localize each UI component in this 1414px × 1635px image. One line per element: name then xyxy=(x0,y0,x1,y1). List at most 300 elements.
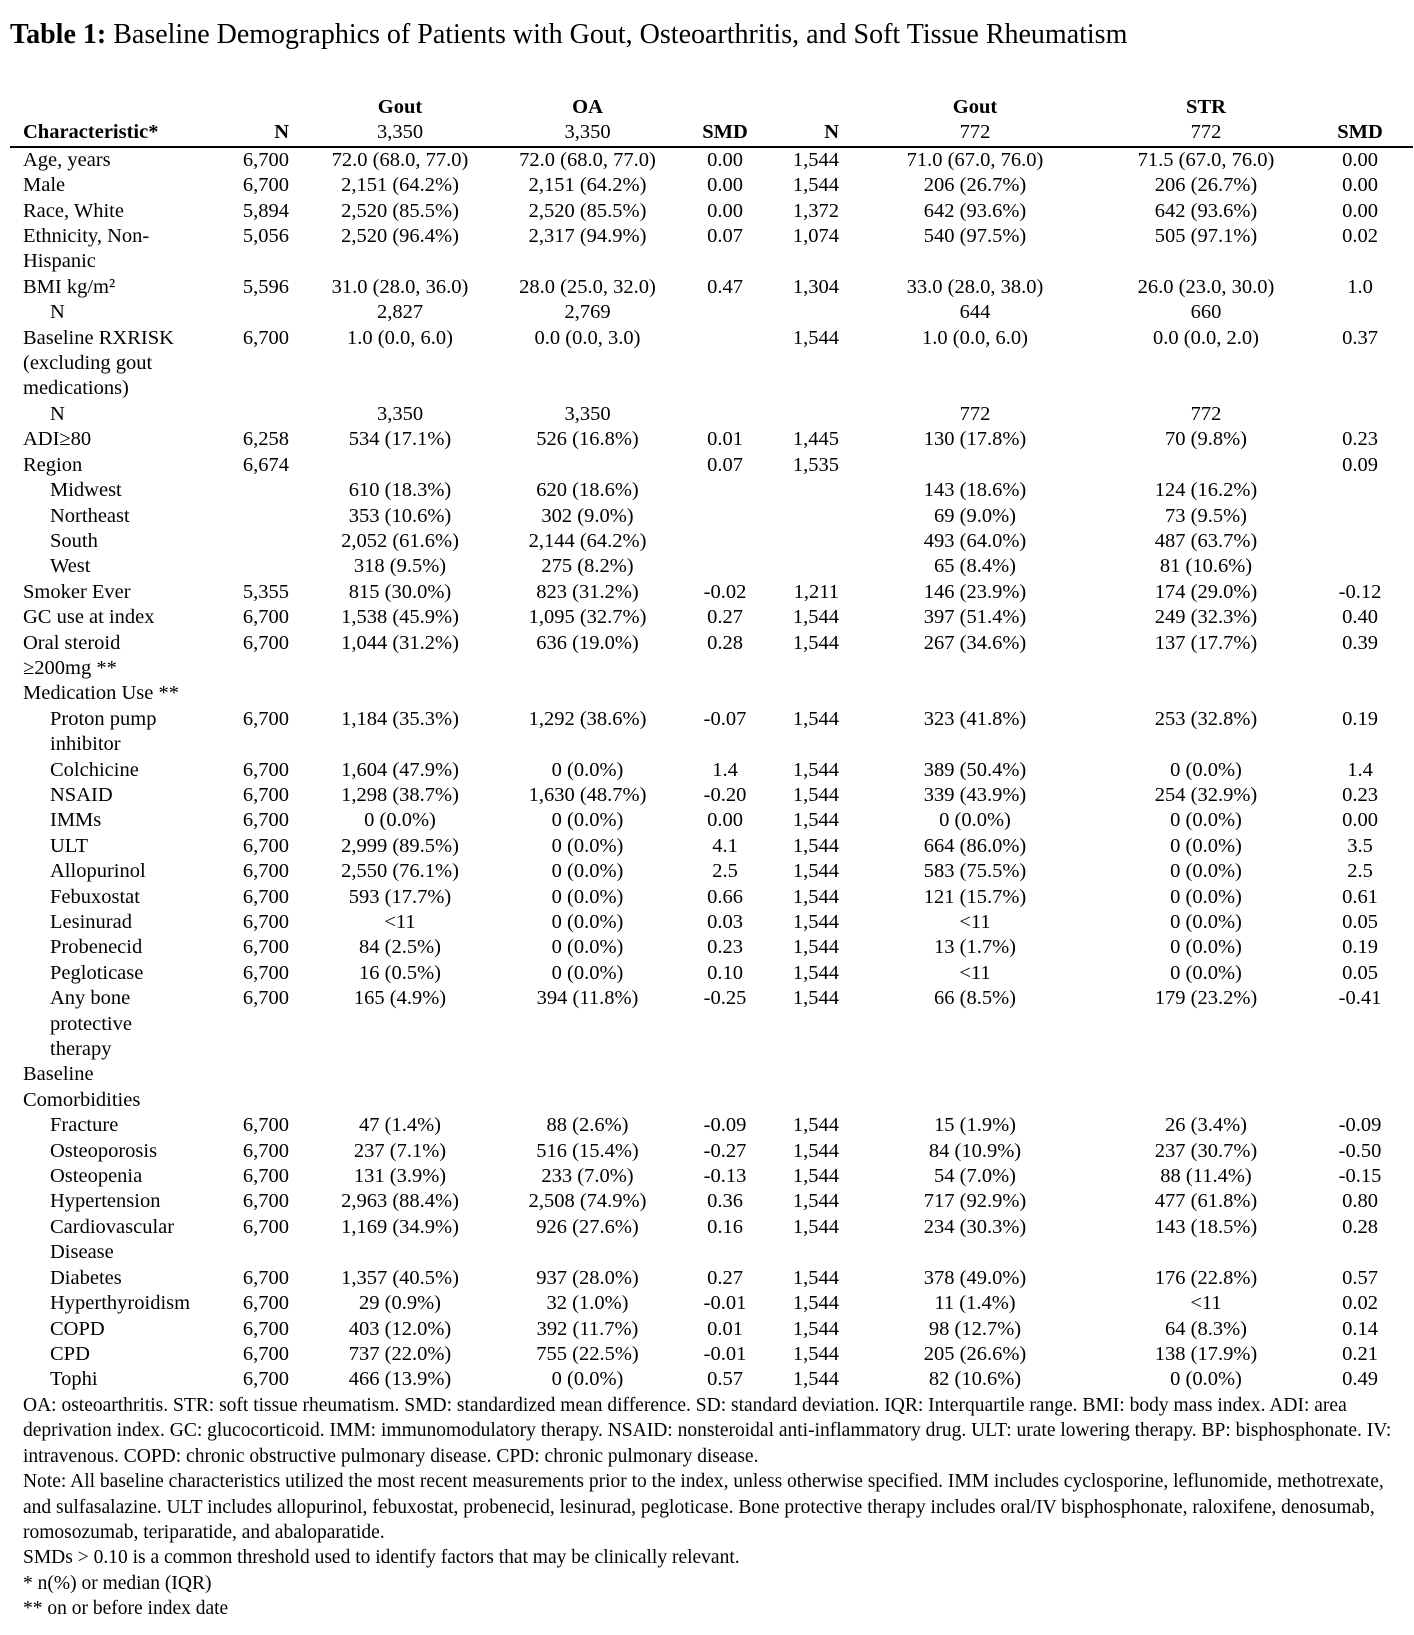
cell-str: 88 (11.4%) xyxy=(1160,1165,1252,1188)
cell-str: 137 (17.7%) xyxy=(1154,631,1258,654)
cell-n: 1,544 xyxy=(792,1317,839,1340)
cell-gout-oa: 593 (17.7%) xyxy=(348,885,452,908)
cell-gout-str: 33.0 (28.0, 38.0) xyxy=(906,275,1044,298)
cell-n: 1,544 xyxy=(792,834,839,857)
table-row xyxy=(10,224,1413,275)
cell-gout-str: 206 (26.7%) xyxy=(923,174,1027,197)
cell-gout-oa: 131 (3.9%) xyxy=(353,1165,447,1188)
cell-smd: 0.00 xyxy=(1342,809,1378,832)
cell-str: 0 (0.0%) xyxy=(1170,1368,1242,1391)
cell-characteristic: Colchicine xyxy=(50,758,139,781)
cell-oa: 392 (11.7%) xyxy=(536,1317,639,1340)
cell-oa: 0 (0.0%) xyxy=(551,885,624,908)
group-header-smd xyxy=(1307,95,1413,120)
cell-smd: 0.28 xyxy=(1342,1215,1378,1238)
cell-n: 1,544 xyxy=(792,148,839,171)
cell-gout-str: 267 (34.6%) xyxy=(923,631,1027,654)
cell-n xyxy=(235,402,295,427)
cell-gout-str: 717 (92.9%) xyxy=(923,1190,1027,1213)
cell-gout-oa: 403 (12.0%) xyxy=(348,1317,452,1340)
cell-characteristic: Osteoporosis xyxy=(50,1139,158,1162)
cell-smd: 1.4 xyxy=(712,758,738,781)
cell-n: 6,700 xyxy=(242,834,289,857)
cell-str: <11 xyxy=(1190,1292,1222,1315)
table-row xyxy=(10,935,1413,960)
cell-smd xyxy=(1307,300,1413,325)
cell-gout-str: 664 (86.0%) xyxy=(923,834,1027,857)
table-row xyxy=(10,300,1413,325)
cell-oa: 0 (0.0%) xyxy=(551,809,624,832)
cell-n: 6,700 xyxy=(242,1114,289,1137)
cell-smd xyxy=(1307,529,1413,554)
cell-smd: -0.01 xyxy=(703,1292,747,1315)
cell-oa: 2,317 (94.9%) xyxy=(528,225,647,248)
cell-characteristic: Probenecid xyxy=(50,936,143,959)
cell-gout-str: 583 (75.5%) xyxy=(923,860,1027,883)
table-row xyxy=(10,783,1413,808)
cell-n: 1,544 xyxy=(792,758,839,781)
cell-gout-str: 540 (97.5%) xyxy=(923,225,1027,248)
cell-smd: 0.14 xyxy=(1342,1317,1378,1340)
cell-characteristic: Lesinurad xyxy=(50,911,132,933)
cell-gout-oa: 84 (2.5%) xyxy=(359,936,441,959)
cell-oa: 72.0 (68.0, 77.0) xyxy=(519,148,656,171)
cell-smd xyxy=(670,554,780,579)
cell-characteristic: Allopurinol xyxy=(50,860,146,883)
cell-n xyxy=(780,1062,845,1113)
cell-str: 71.5 (67.0, 76.0) xyxy=(1137,148,1275,171)
cell-characteristic: Baseline RXRISK (excluding gout medications) xyxy=(23,326,174,400)
cell-gout-oa: 1,538 (45.9%) xyxy=(341,606,459,629)
cell-oa: 233 (7.0%) xyxy=(541,1165,634,1188)
cell-oa: 2,151 (64.2%) xyxy=(528,174,647,197)
table-row xyxy=(10,631,1413,682)
group-header-n xyxy=(235,95,295,120)
cell-n xyxy=(235,1062,295,1113)
cell-smd: 0.36 xyxy=(707,1190,743,1213)
cell-str: 0 (0.0%) xyxy=(1170,936,1242,959)
cell-characteristic: COPD xyxy=(50,1317,105,1340)
cell-characteristic: CPD xyxy=(50,1342,90,1365)
cell-smd xyxy=(1307,504,1413,529)
column-header-oa: 3,350 xyxy=(505,120,670,146)
group-header-n xyxy=(780,95,845,120)
cell-oa: 926 (27.6%) xyxy=(536,1215,639,1238)
cell-str: 0 (0.0%) xyxy=(1170,961,1242,984)
cell-gout-oa: 3,350 xyxy=(376,402,424,425)
cell-n: 6,700 xyxy=(242,1368,289,1391)
cell-smd: 1.0 xyxy=(1347,275,1373,298)
cell-n xyxy=(235,554,295,579)
cell-gout-str xyxy=(845,1062,1105,1113)
cell-gout-oa: 815 (30.0%) xyxy=(348,580,452,603)
cell-gout-str: 378 (49.0%) xyxy=(923,1266,1027,1289)
cell-gout-oa: 165 (4.9%) xyxy=(353,987,447,1010)
table-row xyxy=(10,961,1413,986)
cell-n xyxy=(780,402,845,427)
cell-smd: -0.25 xyxy=(703,987,747,1010)
cell-characteristic: IMMs xyxy=(50,809,102,832)
cell-gout-oa: 2,963 (88.4%) xyxy=(341,1190,459,1213)
cell-gout-str: 84 (10.9%) xyxy=(928,1139,1022,1162)
cell-n: 1,544 xyxy=(792,1139,839,1162)
cell-oa: 0 (0.0%) xyxy=(551,758,624,781)
cell-oa: 755 (22.5%) xyxy=(536,1342,639,1365)
cell-smd: 0.23 xyxy=(1342,783,1378,806)
cell-oa: 2,520 (85.5%) xyxy=(528,199,647,222)
table-row xyxy=(10,1367,1413,1392)
cell-n: 6,700 xyxy=(242,987,289,1010)
cell-n: 1,544 xyxy=(792,885,839,908)
group-header-str: STR xyxy=(1186,96,1226,118)
cell-characteristic: BMI kg/m² xyxy=(23,275,116,298)
cell-n: 6,700 xyxy=(242,148,289,171)
table-row xyxy=(10,478,1413,503)
cell-characteristic: Hypertension xyxy=(50,1190,161,1213)
cell-oa: 0 (0.0%) xyxy=(551,1368,624,1391)
table-row xyxy=(10,885,1413,910)
cell-gout-str: 772 xyxy=(959,402,991,425)
cell-n: 1,544 xyxy=(792,606,839,629)
table-row xyxy=(10,986,1413,1062)
cell-smd: 2.5 xyxy=(1347,860,1373,883)
cell-gout-oa: 1,184 (35.3%) xyxy=(341,707,459,730)
table-row xyxy=(10,1317,1413,1342)
cell-oa: 2,508 (74.9%) xyxy=(528,1190,647,1213)
cell-str: 0 (0.0%) xyxy=(1170,758,1242,781)
cell-smd: 0.49 xyxy=(1342,1368,1378,1391)
table-row xyxy=(10,1266,1413,1291)
cell-n: 5,355 xyxy=(242,580,289,603)
cell-gout-str: 389 (50.4%) xyxy=(923,758,1027,781)
cell-str: 124 (16.2%) xyxy=(1154,479,1258,502)
cell-oa: 1,095 (32.7%) xyxy=(528,606,647,629)
cell-gout-oa: 1,044 (31.2%) xyxy=(341,631,459,654)
cell-smd: 0.09 xyxy=(1342,453,1378,476)
cell-gout-oa: <11 xyxy=(384,911,416,933)
cell-oa xyxy=(505,453,670,478)
cell-smd: 0.01 xyxy=(707,1317,743,1340)
cell-n: 1,544 xyxy=(792,326,839,349)
cell-oa: 937 (28.0%) xyxy=(536,1266,639,1289)
cell-characteristic: NSAID xyxy=(50,783,113,806)
group-header-gout-oa: Gout xyxy=(377,96,423,118)
table-row xyxy=(10,859,1413,884)
cell-smd: -0.15 xyxy=(1338,1165,1382,1188)
cell-str: 70 (9.8%) xyxy=(1165,428,1247,451)
cell-oa xyxy=(505,681,670,706)
cell-str xyxy=(1105,681,1307,706)
cell-gout-oa: 2,151 (64.2%) xyxy=(341,174,459,197)
cell-gout-oa: 237 (7.1%) xyxy=(353,1139,447,1162)
cell-gout-str: <11 xyxy=(959,961,991,984)
cell-str: 26 (3.4%) xyxy=(1165,1114,1247,1137)
cell-characteristic: GC use at index xyxy=(23,606,155,629)
cell-gout-oa: 2,052 (61.6%) xyxy=(341,529,459,552)
cell-oa: 1,630 (48.7%) xyxy=(528,783,647,806)
cell-smd xyxy=(1307,478,1413,503)
cell-n: 6,700 xyxy=(242,783,289,806)
cell-smd: 0.61 xyxy=(1342,885,1378,908)
cell-gout-oa: 2,999 (89.5%) xyxy=(341,834,459,857)
table-row xyxy=(10,326,1413,402)
table-row xyxy=(10,275,1413,300)
cell-n: 1,544 xyxy=(792,809,839,832)
cell-smd xyxy=(1307,681,1413,706)
demographics-table xyxy=(10,95,1413,1393)
table-row xyxy=(10,529,1413,554)
table-row xyxy=(10,1062,1413,1113)
table-row xyxy=(10,199,1413,224)
cell-smd: 0.21 xyxy=(1342,1342,1378,1365)
cell-smd: 0.23 xyxy=(707,936,743,959)
cell-smd: -0.09 xyxy=(703,1114,747,1137)
cell-smd: 0.40 xyxy=(1342,606,1378,629)
cell-str: 249 (32.3%) xyxy=(1154,606,1258,629)
cell-n xyxy=(235,504,295,529)
cell-smd xyxy=(1307,554,1413,579)
table-row xyxy=(10,504,1413,529)
cell-smd: 0.80 xyxy=(1342,1190,1378,1213)
cell-n: 1,544 xyxy=(792,783,839,806)
cell-smd: -0.07 xyxy=(703,707,747,730)
cell-gout-str: 644 xyxy=(959,301,991,324)
cell-smd: 0.19 xyxy=(1342,707,1378,730)
cell-n xyxy=(235,529,295,554)
cell-str: 660 xyxy=(1190,301,1222,324)
cell-smd: -0.27 xyxy=(703,1139,747,1162)
table-row xyxy=(10,910,1413,935)
cell-smd xyxy=(670,478,780,503)
cell-oa: 516 (15.4%) xyxy=(536,1139,639,1162)
cell-str xyxy=(1105,1062,1307,1113)
cell-n: 1,544 xyxy=(792,987,839,1010)
cell-oa: 0.0 (0.0, 3.0) xyxy=(534,326,641,349)
table-row xyxy=(10,402,1413,427)
cell-str: 0.0 (0.0, 2.0) xyxy=(1153,326,1259,349)
table-row xyxy=(10,707,1413,758)
cell-gout-oa: 318 (9.5%) xyxy=(353,555,447,578)
cell-gout-str: 143 (18.6%) xyxy=(923,479,1027,502)
cell-characteristic: Race, White xyxy=(23,199,124,222)
cell-oa: 0 (0.0%) xyxy=(551,936,624,959)
cell-smd: -0.01 xyxy=(703,1342,747,1365)
cell-characteristic: Northeast xyxy=(50,504,130,527)
cell-smd xyxy=(670,402,780,427)
cell-n: 1,544 xyxy=(792,174,839,197)
cell-str: 505 (97.1%) xyxy=(1154,225,1258,248)
cell-gout-oa: 2,520 (85.5%) xyxy=(341,199,459,222)
cell-str: 143 (18.5%) xyxy=(1154,1215,1258,1238)
cell-gout-str: <11 xyxy=(959,911,991,933)
group-header-row xyxy=(10,95,1413,120)
cell-smd: 0.00 xyxy=(1342,148,1378,171)
cell-gout-oa: 1,604 (47.9%) xyxy=(341,758,459,781)
cell-str: 487 (63.7%) xyxy=(1154,529,1258,552)
cell-n: 6,700 xyxy=(242,707,289,730)
cell-n: 6,700 xyxy=(242,1215,289,1238)
cell-oa: 526 (16.8%) xyxy=(536,428,639,451)
cell-characteristic: Medication Use ** xyxy=(23,682,179,705)
cell-gout-oa: 534 (17.1%) xyxy=(348,428,452,451)
cell-n xyxy=(235,300,295,325)
column-header-gout-str: 772 xyxy=(845,120,1105,146)
table-title xyxy=(10,16,1390,53)
cell-characteristic: Febuxostat xyxy=(50,885,140,908)
cell-oa: 0 (0.0%) xyxy=(551,961,624,984)
cell-smd: 0.00 xyxy=(707,809,743,832)
table-caption: Baseline Demographics of Patients with Gout, Osteoarthritis, and Soft Tissue Rheumatism xyxy=(106,19,1128,50)
cell-smd: 0.00 xyxy=(707,199,743,222)
cell-characteristic: Region xyxy=(23,453,83,476)
cell-gout-oa xyxy=(295,453,505,478)
cell-n: 1,544 xyxy=(792,631,839,654)
cell-n: 1,304 xyxy=(792,275,839,298)
cell-characteristic: Smoker Ever xyxy=(23,580,131,603)
column-header-gout-oa: 3,350 xyxy=(295,120,505,146)
cell-gout-str: 642 (93.6%) xyxy=(923,199,1027,222)
cell-smd: -0.12 xyxy=(1338,580,1382,603)
cell-gout-oa: 737 (22.0%) xyxy=(348,1342,452,1365)
group-header-gout-str: Gout xyxy=(952,96,998,118)
cell-n: 5,596 xyxy=(242,275,289,298)
cell-smd: 2.5 xyxy=(712,860,738,883)
cell-gout-oa: 2,827 xyxy=(376,301,424,324)
cell-str: 0 (0.0%) xyxy=(1170,860,1242,883)
cell-gout-oa: 29 (0.9%) xyxy=(359,1292,441,1315)
cell-smd: 0.19 xyxy=(1342,936,1378,959)
cell-gout-str: 98 (12.7%) xyxy=(928,1317,1022,1340)
cell-n: 5,056 xyxy=(242,225,289,248)
cell-gout-str xyxy=(845,453,1105,478)
cell-smd: 0.16 xyxy=(707,1215,743,1238)
cell-n: 1,544 xyxy=(792,707,839,730)
cell-n xyxy=(235,478,295,503)
cell-characteristic: Tophi xyxy=(50,1368,98,1391)
cell-smd: 0.57 xyxy=(707,1368,743,1391)
table-row xyxy=(10,681,1413,706)
cell-gout-oa: 72.0 (68.0, 77.0) xyxy=(331,148,469,171)
table-row xyxy=(10,605,1413,630)
cell-n: 6,700 xyxy=(242,911,289,933)
cell-smd: -0.13 xyxy=(703,1165,747,1188)
cell-smd: 0.47 xyxy=(707,275,743,298)
group-header-characteristic xyxy=(10,95,235,120)
cell-smd: 0.00 xyxy=(707,174,743,197)
cell-characteristic: Cardiovascular Disease xyxy=(50,1215,175,1264)
cell-n: 1,544 xyxy=(792,911,839,933)
cell-gout-oa: 1.0 (0.0, 6.0) xyxy=(347,326,453,349)
cell-smd: 0.37 xyxy=(1342,326,1378,349)
cell-n: 6,700 xyxy=(242,631,289,654)
cell-smd xyxy=(1307,1062,1413,1113)
cell-smd: 0.05 xyxy=(1342,911,1378,933)
cell-smd: 0.66 xyxy=(707,885,743,908)
table-body xyxy=(10,147,1413,1393)
cell-gout-oa: 1,298 (38.7%) xyxy=(341,783,459,806)
cell-smd: -0.09 xyxy=(1338,1114,1382,1137)
table-row xyxy=(10,1189,1413,1214)
cell-gout-str: 397 (51.4%) xyxy=(923,606,1027,629)
cell-gout-str: 0 (0.0%) xyxy=(939,809,1011,832)
cell-n: 6,700 xyxy=(242,1342,289,1365)
cell-n xyxy=(780,681,845,706)
cell-oa: 3,350 xyxy=(564,402,611,425)
cell-str: 81 (10.6%) xyxy=(1159,555,1253,578)
footnote: ** on or before index date xyxy=(23,1598,229,1620)
cell-n: 1,211 xyxy=(793,580,839,603)
cell-gout-str: 69 (9.0%) xyxy=(934,504,1016,527)
cell-n: 1,544 xyxy=(792,1165,839,1188)
cell-n: 1,544 xyxy=(792,860,839,883)
cell-n xyxy=(780,554,845,579)
cell-gout-str: 121 (15.7%) xyxy=(923,885,1027,908)
cell-str: 64 (8.3%) xyxy=(1165,1317,1247,1340)
column-header-n: N xyxy=(780,120,845,146)
cell-gout-str: 11 (1.4%) xyxy=(934,1292,1016,1315)
cell-smd xyxy=(1307,402,1413,427)
cell-gout-str xyxy=(845,681,1105,706)
cell-characteristic: South xyxy=(50,529,98,552)
cell-characteristic: Osteopenia xyxy=(50,1165,143,1188)
cell-smd: 0.07 xyxy=(707,453,743,476)
cell-str: 477 (61.8%) xyxy=(1154,1190,1258,1213)
cell-gout-str: 66 (8.5%) xyxy=(934,987,1016,1010)
table-row xyxy=(10,1215,1413,1266)
cell-str: 206 (26.7%) xyxy=(1154,174,1258,197)
cell-characteristic: Fracture xyxy=(50,1114,119,1137)
cell-str: 0 (0.0%) xyxy=(1170,885,1242,908)
cell-characteristic: West xyxy=(50,555,91,578)
column-header-smd: SMD xyxy=(670,120,780,146)
cell-n: 6,700 xyxy=(242,936,289,959)
cell-str: 174 (29.0%) xyxy=(1154,580,1258,603)
cell-n xyxy=(780,300,845,325)
cell-characteristic: Baseline Comorbidities xyxy=(23,1063,141,1111)
cell-oa: 32 (1.0%) xyxy=(546,1292,629,1315)
cell-characteristic: N xyxy=(50,301,65,324)
cell-characteristic: Ethnicity, Non- Hispanic xyxy=(23,225,150,273)
table-row xyxy=(10,1342,1413,1367)
cell-characteristic: Hyperthyroidism xyxy=(50,1292,191,1315)
cell-smd: 0.10 xyxy=(707,961,743,984)
cell-smd: 0.00 xyxy=(1342,174,1378,197)
cell-gout-oa: 2,520 (96.4%) xyxy=(341,225,459,248)
cell-n: 6,700 xyxy=(242,885,289,908)
cell-n: 1,544 xyxy=(792,1266,839,1289)
footnote: OA: osteoarthritis. STR: soft tissue rheumatism. SMD: standardized mean difference. SD: standard deviation. IQR: Interquartile range. BMI: body mass index. ADI: area deprivation index. GC: glucocorticoid. IMM: immunomodulatory therapy. NSAID: nonsteroidal anti-inflammatory drug. ULT: urate lowering therapy. BP: bisphosphonate. IV: intravenous. COPD: chronic obstructive pulmonary disease. CPD: chronic pulmonary disease. xyxy=(23,1395,1392,1467)
cell-n: 6,700 xyxy=(242,961,289,984)
cell-n: 6,700 xyxy=(242,1292,289,1315)
cell-oa: 88 (2.6%) xyxy=(546,1114,629,1137)
cell-gout-oa xyxy=(295,1062,505,1113)
cell-gout-oa: 353 (10.6%) xyxy=(348,504,452,527)
footnote: SMDs > 0.10 is a common threshold used to identify factors that may be clinically relevant. xyxy=(23,1547,740,1569)
cell-characteristic: ADI≥80 xyxy=(23,428,92,451)
cell-characteristic: Pegloticase xyxy=(50,961,144,984)
cell-gout-oa: 2,550 (76.1%) xyxy=(341,860,459,883)
column-header-n: N xyxy=(235,120,295,146)
table-row xyxy=(10,147,1413,173)
cell-str xyxy=(1105,453,1307,478)
cell-n: 6,700 xyxy=(242,1266,289,1289)
cell-n: 1,544 xyxy=(792,1368,839,1391)
cell-gout-oa: 1,169 (34.9%) xyxy=(341,1215,459,1238)
cell-smd xyxy=(670,300,780,325)
table-row xyxy=(10,1291,1413,1316)
cell-gout-str: 146 (23.9%) xyxy=(923,580,1027,603)
cell-oa: 620 (18.6%) xyxy=(536,479,639,502)
